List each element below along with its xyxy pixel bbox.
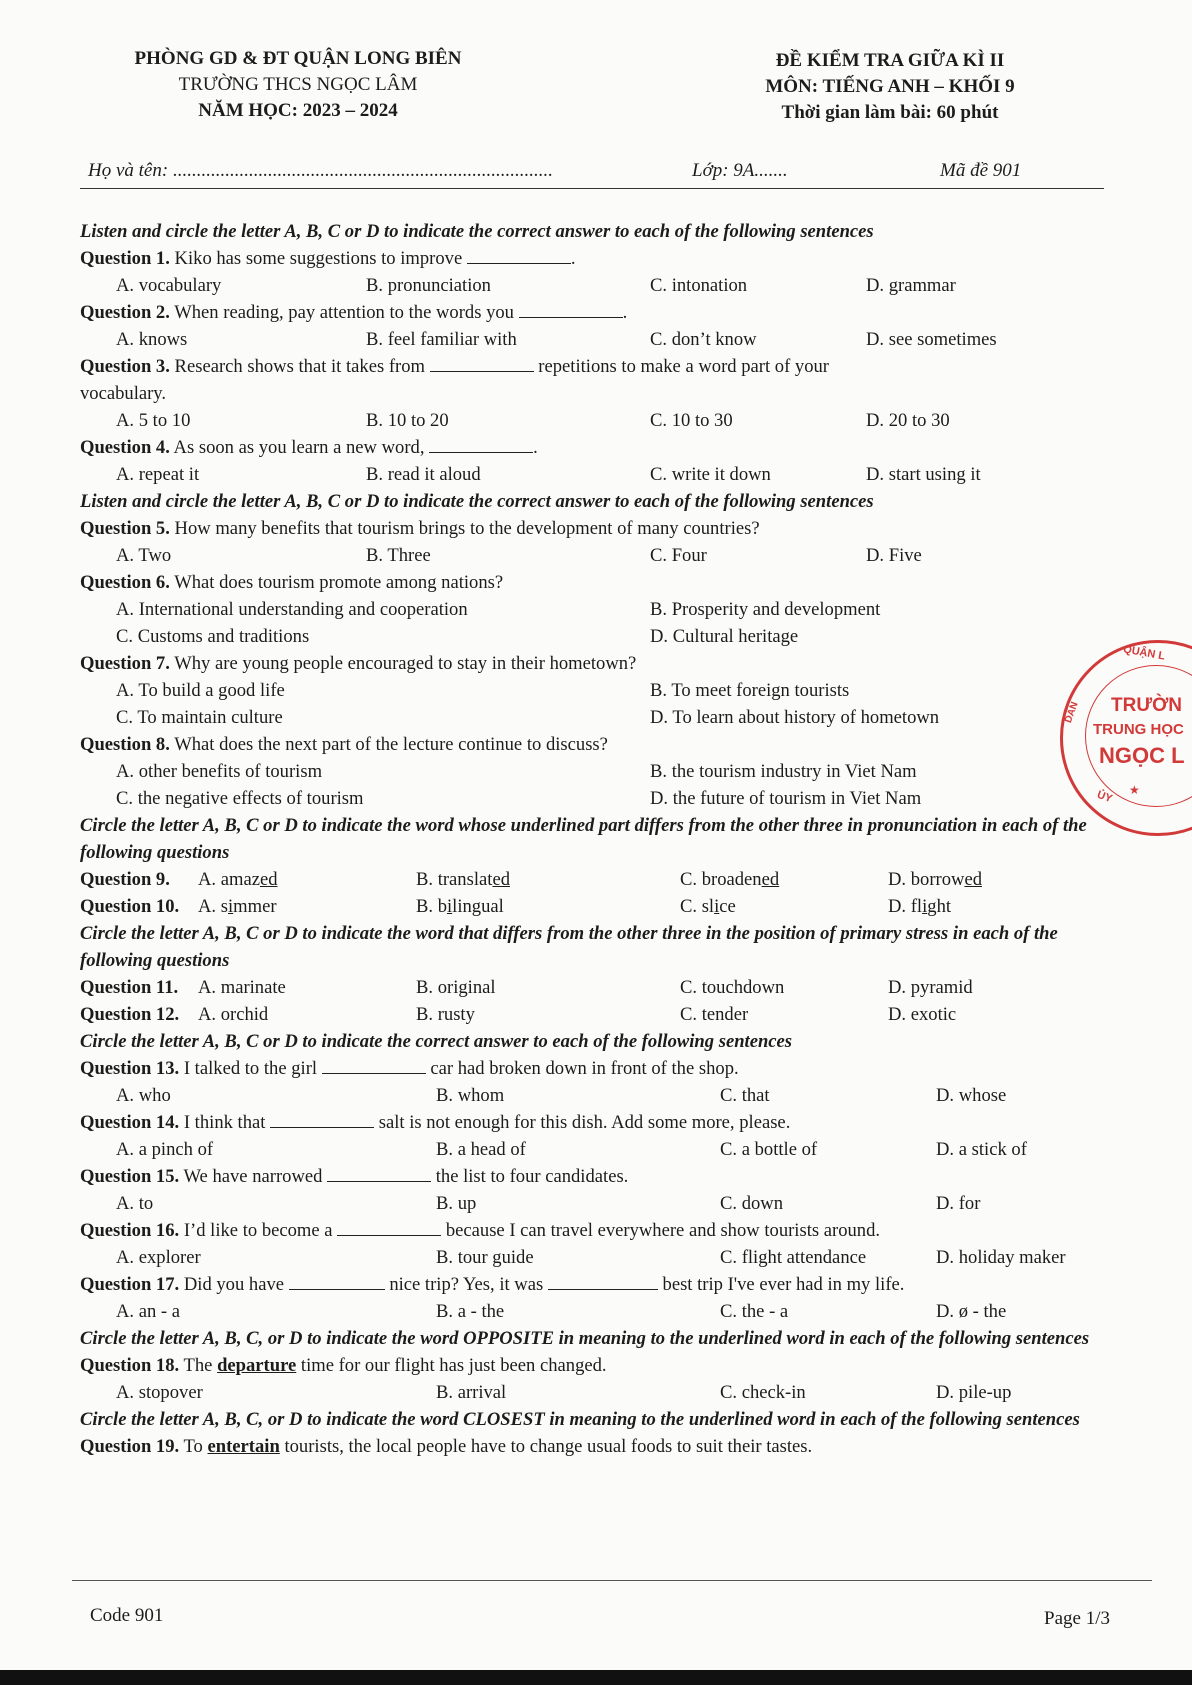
question-text: [80, 1163, 1110, 1190]
options-row: [80, 272, 1110, 299]
options-row: [80, 1379, 1110, 1406]
question-stem: the list to four candidates.: [431, 1166, 629, 1187]
option-text: A. s: [198, 896, 228, 917]
footer-page-number: Page 1/3: [1044, 1608, 1110, 1629]
option-b[interactable]: [416, 866, 510, 893]
underlined-part: ed: [259, 869, 278, 890]
question-label: Question 5.: [80, 518, 170, 539]
question-stem: car had broken down in front of the shop.: [425, 1058, 739, 1079]
question-label: Question 18.: [80, 1355, 180, 1376]
student-info-line: [80, 158, 1104, 189]
option-d[interactable]: D. the future of tourism in Viet Nam: [650, 788, 922, 809]
question-text: [80, 299, 1110, 326]
section-instruction: Circle the letter A, B, C or D to indicate the word that differs from the other three in the position of primary stress in each of the following questions: [80, 923, 1058, 971]
option-d[interactable]: D. pyramid: [888, 977, 973, 998]
option-b[interactable]: B. tour guide: [436, 1247, 534, 1268]
answer-blank[interactable]: [270, 1109, 374, 1128]
question-stem: repetitions to make a word part of your: [533, 356, 829, 377]
option-c[interactable]: C. check-in: [720, 1382, 806, 1403]
section-instruction: Circle the letter A, B, C or D to indicate the word whose underlined part differs from the other three in pronunciation in each of the following questions: [80, 815, 1087, 863]
section-instruction: Circle the letter A, B, C, or D to indicate the word CLOSEST in meaning to the underlined word in each of the following sentences: [80, 1409, 1080, 1430]
option-text: B. b: [416, 896, 447, 917]
options-row: [80, 1136, 1110, 1163]
underlined-part: ed: [761, 869, 780, 890]
question-text: [80, 353, 1110, 380]
question-label: Question 3.: [80, 356, 170, 377]
question-stem: .: [622, 302, 628, 323]
underlined-part: ed: [964, 869, 982, 890]
option-a[interactable]: [198, 866, 278, 893]
question-stem: I talked to the girl: [183, 1058, 322, 1079]
option-c[interactable]: [680, 866, 779, 893]
option-a[interactable]: A. to: [116, 1193, 154, 1214]
answer-blank[interactable]: [519, 299, 623, 318]
question-row: [80, 1001, 1110, 1028]
question-text: [80, 569, 1110, 596]
underlined-part: i: [714, 896, 720, 917]
question-text: [80, 1352, 1110, 1379]
option-c[interactable]: C. that: [720, 1085, 770, 1106]
option-c[interactable]: C. flight attendance: [720, 1247, 867, 1268]
option-c[interactable]: C. Four: [650, 545, 707, 566]
option-b[interactable]: [416, 893, 504, 920]
question-stem: .: [570, 248, 576, 269]
exam-duration: Thời gian làm bài: 60 phút: [781, 102, 999, 123]
question-text: [80, 1271, 1110, 1298]
underlined-part: ed: [492, 869, 510, 890]
options-row: [80, 704, 1110, 731]
answer-blank[interactable]: [289, 1271, 385, 1290]
option-d[interactable]: D. a stick of: [936, 1139, 1027, 1160]
option-a[interactable]: A. orchid: [198, 1004, 269, 1025]
question-stem: Did you have: [183, 1274, 289, 1295]
option-d[interactable]: D. 20 to 30: [866, 410, 950, 431]
option-b[interactable]: B. original: [416, 977, 496, 998]
question-stem: I’d like to become a: [183, 1220, 338, 1241]
section-instruction: Circle the letter A, B, C, or D to indicate the word OPPOSITE in meaning to the underlined word in each of the following sentences: [80, 1328, 1090, 1349]
underlined-word: departure: [217, 1355, 297, 1376]
question-label: Question 19.: [80, 1436, 180, 1457]
section-instruction: Listen and circle the letter A, B, C or D to indicate the correct answer to each of the following sentences: [80, 491, 874, 512]
question-stem: As soon as you learn a new word,: [173, 437, 430, 458]
question-row: [80, 974, 1110, 1001]
option-b[interactable]: B. a - the: [436, 1301, 505, 1322]
option-b[interactable]: B. read it aloud: [366, 464, 481, 485]
question-text: [80, 731, 1110, 758]
question-label: Question 1.: [80, 248, 170, 269]
question-text: [80, 650, 1110, 677]
exam-subject: MÔN: TIẾNG ANH – KHỐI 9: [765, 76, 1015, 97]
question-text: [80, 1217, 1110, 1244]
question-label: Question 17.: [80, 1274, 180, 1295]
option-d[interactable]: D. To learn about history of hometown: [650, 707, 940, 728]
options-row: [80, 1244, 1110, 1271]
option-b[interactable]: B. a head of: [436, 1139, 526, 1160]
option-a[interactable]: A. an - a: [116, 1301, 181, 1322]
student-name-field[interactable]: Họ và tên: ................................................................................: [88, 160, 553, 181]
question-stem: time for our flight has just been changed.: [296, 1355, 607, 1376]
option-text: C. sl: [680, 896, 715, 917]
question-stem: When reading, pay attention to the words you: [174, 302, 519, 323]
option-a[interactable]: A. Two: [116, 545, 172, 566]
answer-blank[interactable]: [467, 245, 571, 264]
question-text: [80, 1055, 1110, 1082]
question-text: [80, 245, 1110, 272]
exam-header: [690, 48, 1090, 126]
question-stem: tourists, the local people have to change usual foods to suit their tastes.: [279, 1436, 813, 1457]
question-stem: Kiko has some suggestions to improve: [174, 248, 467, 269]
underlined-part: i: [227, 896, 234, 917]
department-name: PHÒNG GD & ĐT QUẬN LONG BIÊN: [134, 48, 462, 69]
school-header: [88, 46, 508, 124]
question-label: Question 11.: [80, 977, 179, 998]
question-text: [80, 434, 1110, 461]
question-label: Question 7.: [80, 653, 170, 674]
option-c[interactable]: C. don’t know: [650, 329, 757, 350]
option-a[interactable]: A. 5 to 10: [116, 410, 191, 431]
option-d[interactable]: D. see sometimes: [866, 329, 997, 350]
question-row: [80, 893, 1110, 920]
underlined-part: i: [447, 896, 453, 917]
option-b[interactable]: B. the tourism industry in Viet Nam: [650, 761, 917, 782]
section-instruction: Circle the letter A, B, C or D to indicate the correct answer to each of the following sentences: [80, 1031, 793, 1052]
options-row: [80, 1082, 1110, 1109]
option-a[interactable]: [198, 893, 277, 920]
option-d[interactable]: D. holiday maker: [936, 1247, 1066, 1268]
options-row: [80, 1190, 1110, 1217]
answer-blank[interactable]: [322, 1055, 426, 1074]
school-name: TRƯỜNG THCS NGỌC LÂM: [178, 74, 418, 95]
question-stem: To: [183, 1436, 208, 1457]
question-stem: Why are young people encouraged to stay in their hometown?: [174, 653, 637, 674]
answer-blank[interactable]: [337, 1217, 441, 1236]
option-text: B. translat: [416, 869, 493, 890]
scan-edge: [0, 1670, 1192, 1685]
option-c[interactable]: [680, 893, 736, 920]
option-a[interactable]: A. explorer: [116, 1247, 201, 1268]
options-row: [80, 461, 1110, 488]
option-d[interactable]: D. ø - the: [936, 1301, 1007, 1322]
footer-code: Code 901: [90, 1605, 164, 1626]
option-d[interactable]: D. for: [936, 1193, 981, 1214]
option-c[interactable]: C. the negative effects of tourism: [116, 788, 364, 809]
question-label: Question 14.: [80, 1112, 180, 1133]
school-stamp: QUẬN L DÂN ỦY TRƯỜN TRUNG HỌC NGỌC L ★: [1040, 620, 1192, 850]
answer-blank[interactable]: [429, 434, 533, 453]
question-stem: Research shows that it takes from: [174, 356, 430, 377]
option-text: C. broaden: [680, 869, 762, 890]
option-d[interactable]: D. grammar: [866, 275, 956, 296]
question-stem: salt is not enough for this dish. Add some more, please.: [374, 1112, 791, 1133]
option-c[interactable]: C. tender: [680, 1004, 749, 1025]
option-a[interactable]: A. marinate: [198, 977, 286, 998]
option-text: lingual: [452, 896, 504, 917]
option-c[interactable]: C. write it down: [650, 464, 771, 485]
question-text: [80, 1109, 1110, 1136]
question-label: Question 15.: [80, 1166, 180, 1187]
options-row: [80, 1298, 1110, 1325]
option-c[interactable]: C. a bottle of: [720, 1139, 818, 1160]
question-label: Question 12.: [80, 1004, 180, 1025]
exam-code: Mã đề 901: [940, 160, 1022, 181]
option-b[interactable]: B. Three: [366, 545, 431, 566]
question-label: Question 8.: [80, 734, 170, 755]
question-stem: We have narrowed: [183, 1166, 328, 1187]
option-b[interactable]: B. pronunciation: [366, 275, 491, 296]
option-text: A. amaz: [198, 869, 260, 890]
question-text: [80, 515, 1110, 542]
option-d[interactable]: D. exotic: [888, 1004, 957, 1025]
question-stem: What does the next part of the lecture continue to discuss?: [174, 734, 608, 755]
footer-divider: [72, 1580, 1152, 1581]
options-row: [80, 326, 1110, 353]
answer-blank[interactable]: [548, 1271, 658, 1290]
option-c[interactable]: C. the - a: [720, 1301, 789, 1322]
school-year: NĂM HỌC: 2023 – 2024: [198, 100, 398, 121]
answer-blank[interactable]: [327, 1163, 431, 1182]
option-c[interactable]: C. touchdown: [680, 977, 785, 998]
option-b[interactable]: B. whom: [436, 1085, 505, 1106]
question-stem: nice trip? Yes, it was: [384, 1274, 548, 1295]
option-a[interactable]: A. International understanding and cooperation: [116, 599, 468, 620]
option-c[interactable]: C. 10 to 30: [650, 410, 733, 431]
option-c[interactable]: C. down: [720, 1193, 784, 1214]
question-label: Question 6.: [80, 572, 170, 593]
options-row: [80, 677, 1110, 704]
option-a[interactable]: A. To build a good life: [116, 680, 285, 701]
option-b[interactable]: B. up: [436, 1193, 477, 1214]
options-row: [80, 407, 1110, 434]
question-label: Question 16.: [80, 1220, 180, 1241]
option-c[interactable]: C. intonation: [650, 275, 748, 296]
option-d[interactable]: [888, 893, 951, 920]
option-a[interactable]: A. repeat it: [116, 464, 200, 485]
question-text-continued: vocabulary.: [80, 383, 167, 404]
question-stem: The: [183, 1355, 218, 1376]
option-b[interactable]: B. feel familiar with: [366, 329, 517, 350]
option-d[interactable]: [888, 866, 982, 893]
option-a[interactable]: A. stopover: [116, 1382, 203, 1403]
question-label: Question 2.: [80, 302, 170, 323]
option-b[interactable]: B. rusty: [416, 1004, 475, 1025]
question-stem: How many benefits that tourism brings to the development of many countries?: [174, 518, 760, 539]
question-stem: What does tourism promote among nations?: [174, 572, 504, 593]
option-text: D. borrow: [888, 869, 965, 890]
option-a[interactable]: A. vocabulary: [116, 275, 222, 296]
option-d[interactable]: D. Five: [866, 545, 922, 566]
option-text: D. fl: [888, 896, 923, 917]
question-stem: I think that: [183, 1112, 271, 1133]
options-row: [80, 596, 1110, 623]
underlined-part: i: [922, 896, 928, 917]
options-row: [80, 758, 1110, 785]
options-row: [80, 542, 1110, 569]
option-c[interactable]: C. To maintain culture: [116, 707, 283, 728]
option-text: ce: [719, 896, 736, 917]
option-b[interactable]: B. To meet foreign tourists: [650, 680, 850, 701]
question-stem: because I can travel everywhere and show tourists around.: [441, 1220, 881, 1241]
answer-blank[interactable]: [430, 353, 534, 372]
question-row: [80, 866, 1110, 893]
question-text: [80, 1433, 1110, 1460]
question-label: Question 4.: [80, 437, 170, 458]
option-d[interactable]: D. Cultural heritage: [650, 626, 799, 647]
option-a[interactable]: A. a pinch of: [116, 1139, 214, 1160]
question-label: Question 10.: [80, 896, 180, 917]
exam-title: ĐỀ KIỂM TRA GIỮA KÌ II: [775, 50, 1005, 71]
option-text: mmer: [233, 896, 277, 917]
option-d[interactable]: D. whose: [936, 1085, 1007, 1106]
question-stem: .: [533, 437, 538, 458]
option-b[interactable]: B. arrival: [436, 1382, 507, 1403]
underlined-word: entertain: [207, 1436, 280, 1457]
class-field[interactable]: Lớp: 9A.......: [692, 160, 788, 181]
section-instruction: Listen and circle the letter A, B, C or D to indicate the correct answer to each of the following sentences: [80, 221, 874, 242]
exam-content: [80, 218, 1110, 1460]
option-a[interactable]: A. knows: [116, 329, 188, 350]
options-row: [80, 623, 1110, 650]
options-row: [80, 785, 1110, 812]
option-b[interactable]: B. 10 to 20: [366, 410, 449, 431]
option-d[interactable]: D. start using it: [866, 464, 981, 485]
option-c[interactable]: C. Customs and traditions: [116, 626, 310, 647]
option-a[interactable]: A. who: [116, 1085, 171, 1106]
question-stem: best trip I've ever had in my life.: [657, 1274, 905, 1295]
option-d[interactable]: D. pile-up: [936, 1382, 1012, 1403]
option-a[interactable]: A. other benefits of tourism: [116, 761, 323, 782]
question-label: Question 13.: [80, 1058, 180, 1079]
question-label: Question 9.: [80, 869, 170, 890]
option-b[interactable]: B. Prosperity and development: [650, 599, 881, 620]
option-text: ght: [927, 896, 952, 917]
